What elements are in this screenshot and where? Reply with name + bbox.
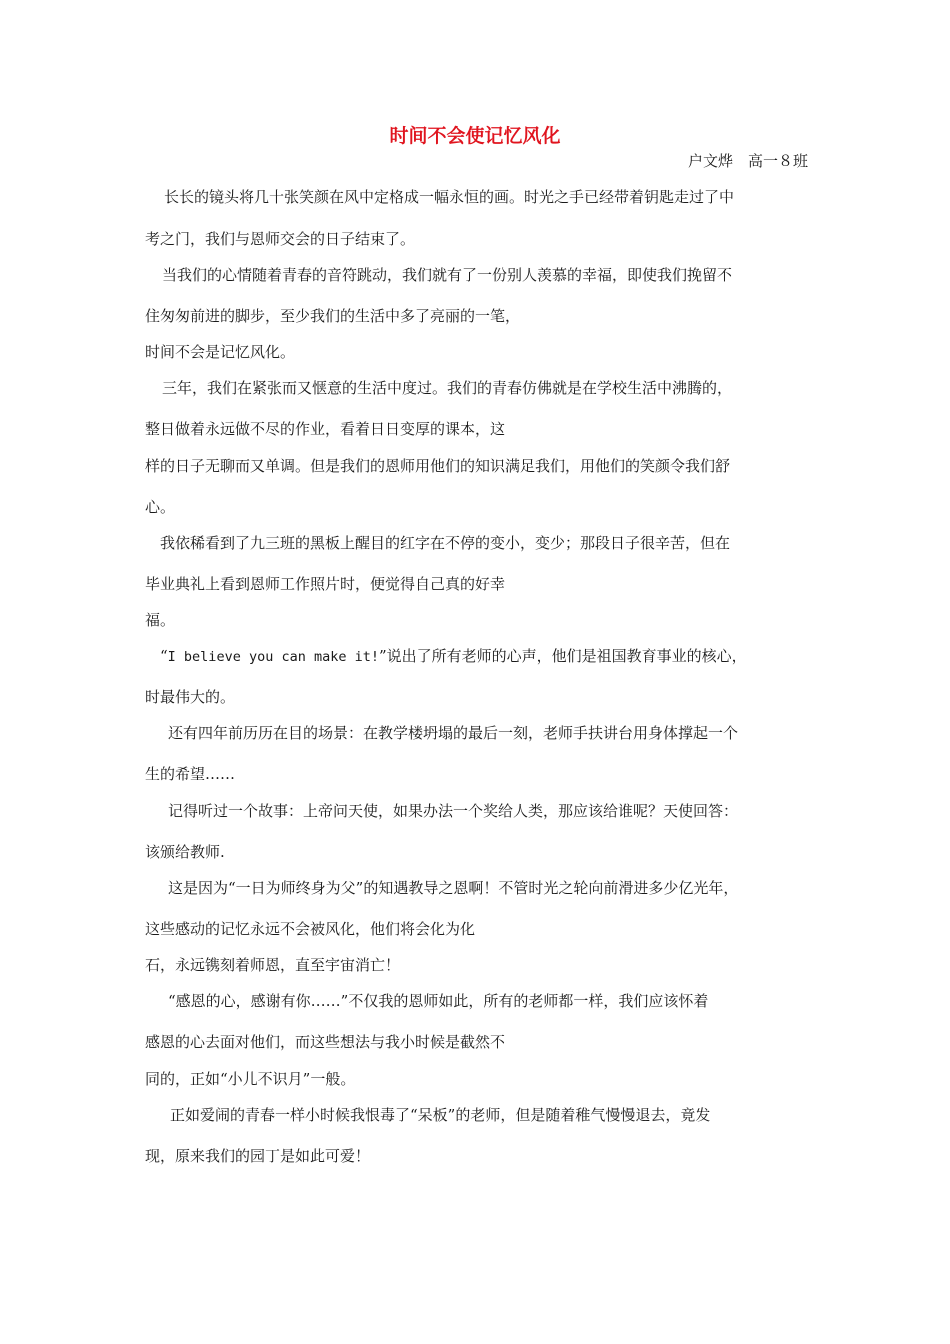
text-line: 样的日子无聊而又单调。但是我们的恩师用他们的知识满足我们，用他们的笑颜令我们舒 [145,457,731,475]
text-line: 时最伟大的。 [145,688,236,706]
text-line: “感恩的心，感谢有你……”不仅我的恩师如此，所有的老师都一样，我们应该怀着 [168,992,709,1010]
text-line: 正如爱闹的青春一样小时候我恨毒了“呆板”的老师，但是随着稚气慢慢退去，竟发 [170,1106,711,1124]
author-byline: 户文烨 高一８班 [687,152,808,170]
text-line: 该颁给教师. [145,843,225,861]
text-line: 同的，正如“小儿不识月”一般。 [145,1070,356,1088]
text-line: 住匆匆前进的脚步，至少我们的生活中多了亮丽的一笔， [145,307,521,325]
quote-line [160,645,747,668]
text-line: 记得听过一个故事：上帝问天使，如果办法一个奖给人类，那应该给谁呢？天使回答： [168,802,739,820]
text-line: 时间不会是记忆风化。 [145,343,296,361]
text-line: 心。 [145,498,176,516]
text-line: 还有四年前历历在目的场景：在教学楼坍塌的最后一刻，老师手扶讲台用身体撑起一个 [168,724,739,742]
text-line: 考之门，我们与恩师交会的日子结束了。 [145,230,416,248]
text-line: 这些感动的记忆永远不会被风化，他们将会化为化 [145,920,476,938]
text-line: 生的希望…… [145,765,236,783]
document-title: 时间不会使记忆风化 [389,125,561,147]
text-fragment: ”说出了所有老师的心声，他们是祖国教育事业的核心， [379,647,747,665]
english-quote: I believe you can make it! [167,649,379,665]
text-line: 整日做着永远做不尽的作业，看着日日变厚的课本，这 [145,420,506,438]
text-line: 当我们的心情随着青春的音符跳动，我们就有了一份别人羡慕的幸福，即使我们挽留不 [162,266,733,284]
text-line: 福。 [145,611,176,629]
text-line: 我依稀看到了九三班的黑板上醒目的红字在不停的变小，变少；那段日子很辛苦，但在 [160,534,731,552]
text-line: 长长的镜头将几十张笑颜在风中定格成一幅永恒的画。时光之手已经带着钥匙走过了中 [164,188,735,206]
text-line: 现，原来我们的园丁是如此可爱！ [145,1147,371,1165]
text-line: 毕业典礼上看到恩师工作照片时，便觉得自己真的好幸 [145,575,506,593]
text-line: 感恩的心去面对他们，而这些想法与我小时候是截然不 [145,1033,506,1051]
text-fragment: “ [160,647,168,665]
text-line: 石，永远镌刻着师恩，直至宇宙消亡！ [145,956,401,974]
text-line: 三年，我们在紧张而又惬意的生活中度过。我们的青春仿佛就是在学校生活中沸腾的， [162,379,733,397]
text-line: 这是因为“一日为师终身为父”的知遇教导之恩啊！不管时光之轮向前滑进多少亿光年， [168,879,739,897]
